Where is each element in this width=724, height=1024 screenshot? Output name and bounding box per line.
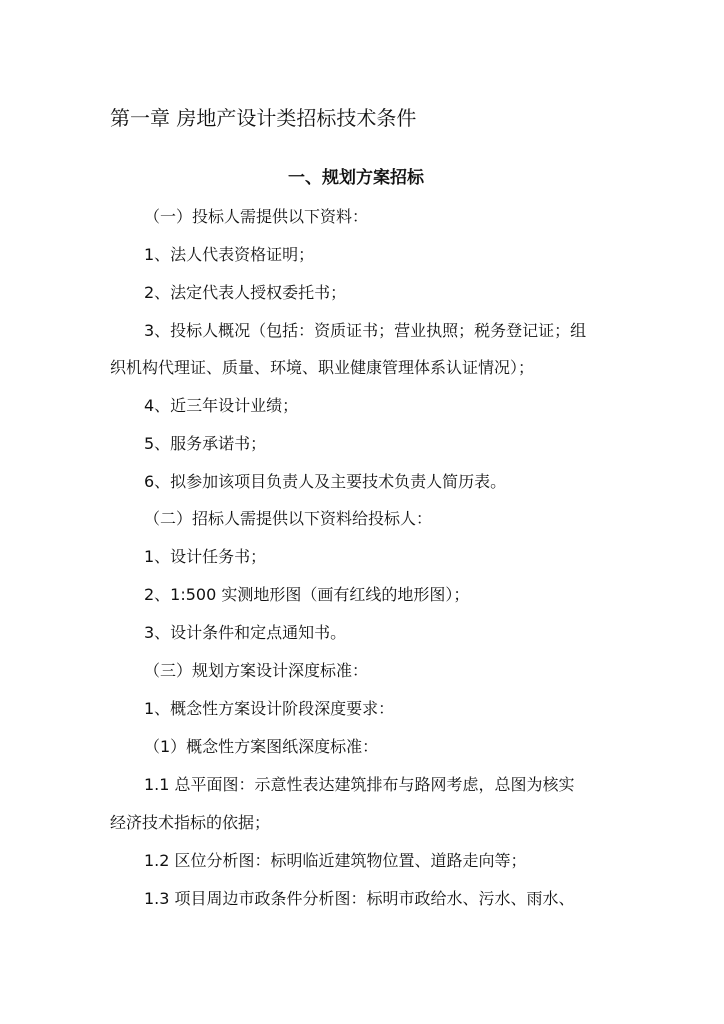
paragraph-subitem: 1.3 项目周边市政条件分析图：标明市政给水、污水、雨水、 <box>144 889 575 908</box>
paragraph-item: 1、概念性方案设计阶段深度要求： <box>144 699 395 718</box>
paragraph-subitem: 1.2 区位分析图：标明临近建筑物位置、道路走向等； <box>144 851 527 870</box>
paragraph-subsection-1: （一）投标人需提供以下资料： <box>144 207 369 226</box>
paragraph-subsection-3: （三）规划方案设计深度标准： <box>144 661 369 680</box>
section-title: 一、规划方案招标 <box>288 168 424 188</box>
paragraph-continuation: 经济技术指标的依据； <box>110 813 271 832</box>
paragraph-item: 3、投标人概况（包括：资质证书；营业执照；税务登记证；组 <box>144 321 587 340</box>
chapter-title: 第一章 房地产设计类招标技术条件 <box>110 106 417 130</box>
paragraph-subitem: 1.1 总平面图：示意性表达建筑排布与路网考虑，总图为核实 <box>144 775 575 794</box>
paragraph-item: 5、服务承诺书； <box>144 434 267 453</box>
paragraph-item: 1、设计任务书； <box>144 547 267 566</box>
paragraph-item: 4、近三年设计业绩； <box>144 396 299 415</box>
paragraph-subsection-2: （二）招标人需提供以下资料给投标人： <box>144 509 433 528</box>
paragraph-item: 2、1:500 实测地形图（画有红线的地形图）； <box>144 585 470 604</box>
paragraph-item: 2、法定代表人授权委托书； <box>144 283 347 302</box>
paragraph-subitem: （1）概念性方案图纸深度标准： <box>144 737 379 756</box>
paragraph-item: 6、拟参加该项目负责人及主要技术负责人简历表。 <box>144 472 507 491</box>
paragraph-continuation: 织机构代理证、质量、环境、职业健康管理体系认证情况）； <box>110 358 535 377</box>
paragraph-item: 1、法人代表资格证明； <box>144 245 315 264</box>
paragraph-item: 3、设计条件和定点通知书。 <box>144 623 347 642</box>
